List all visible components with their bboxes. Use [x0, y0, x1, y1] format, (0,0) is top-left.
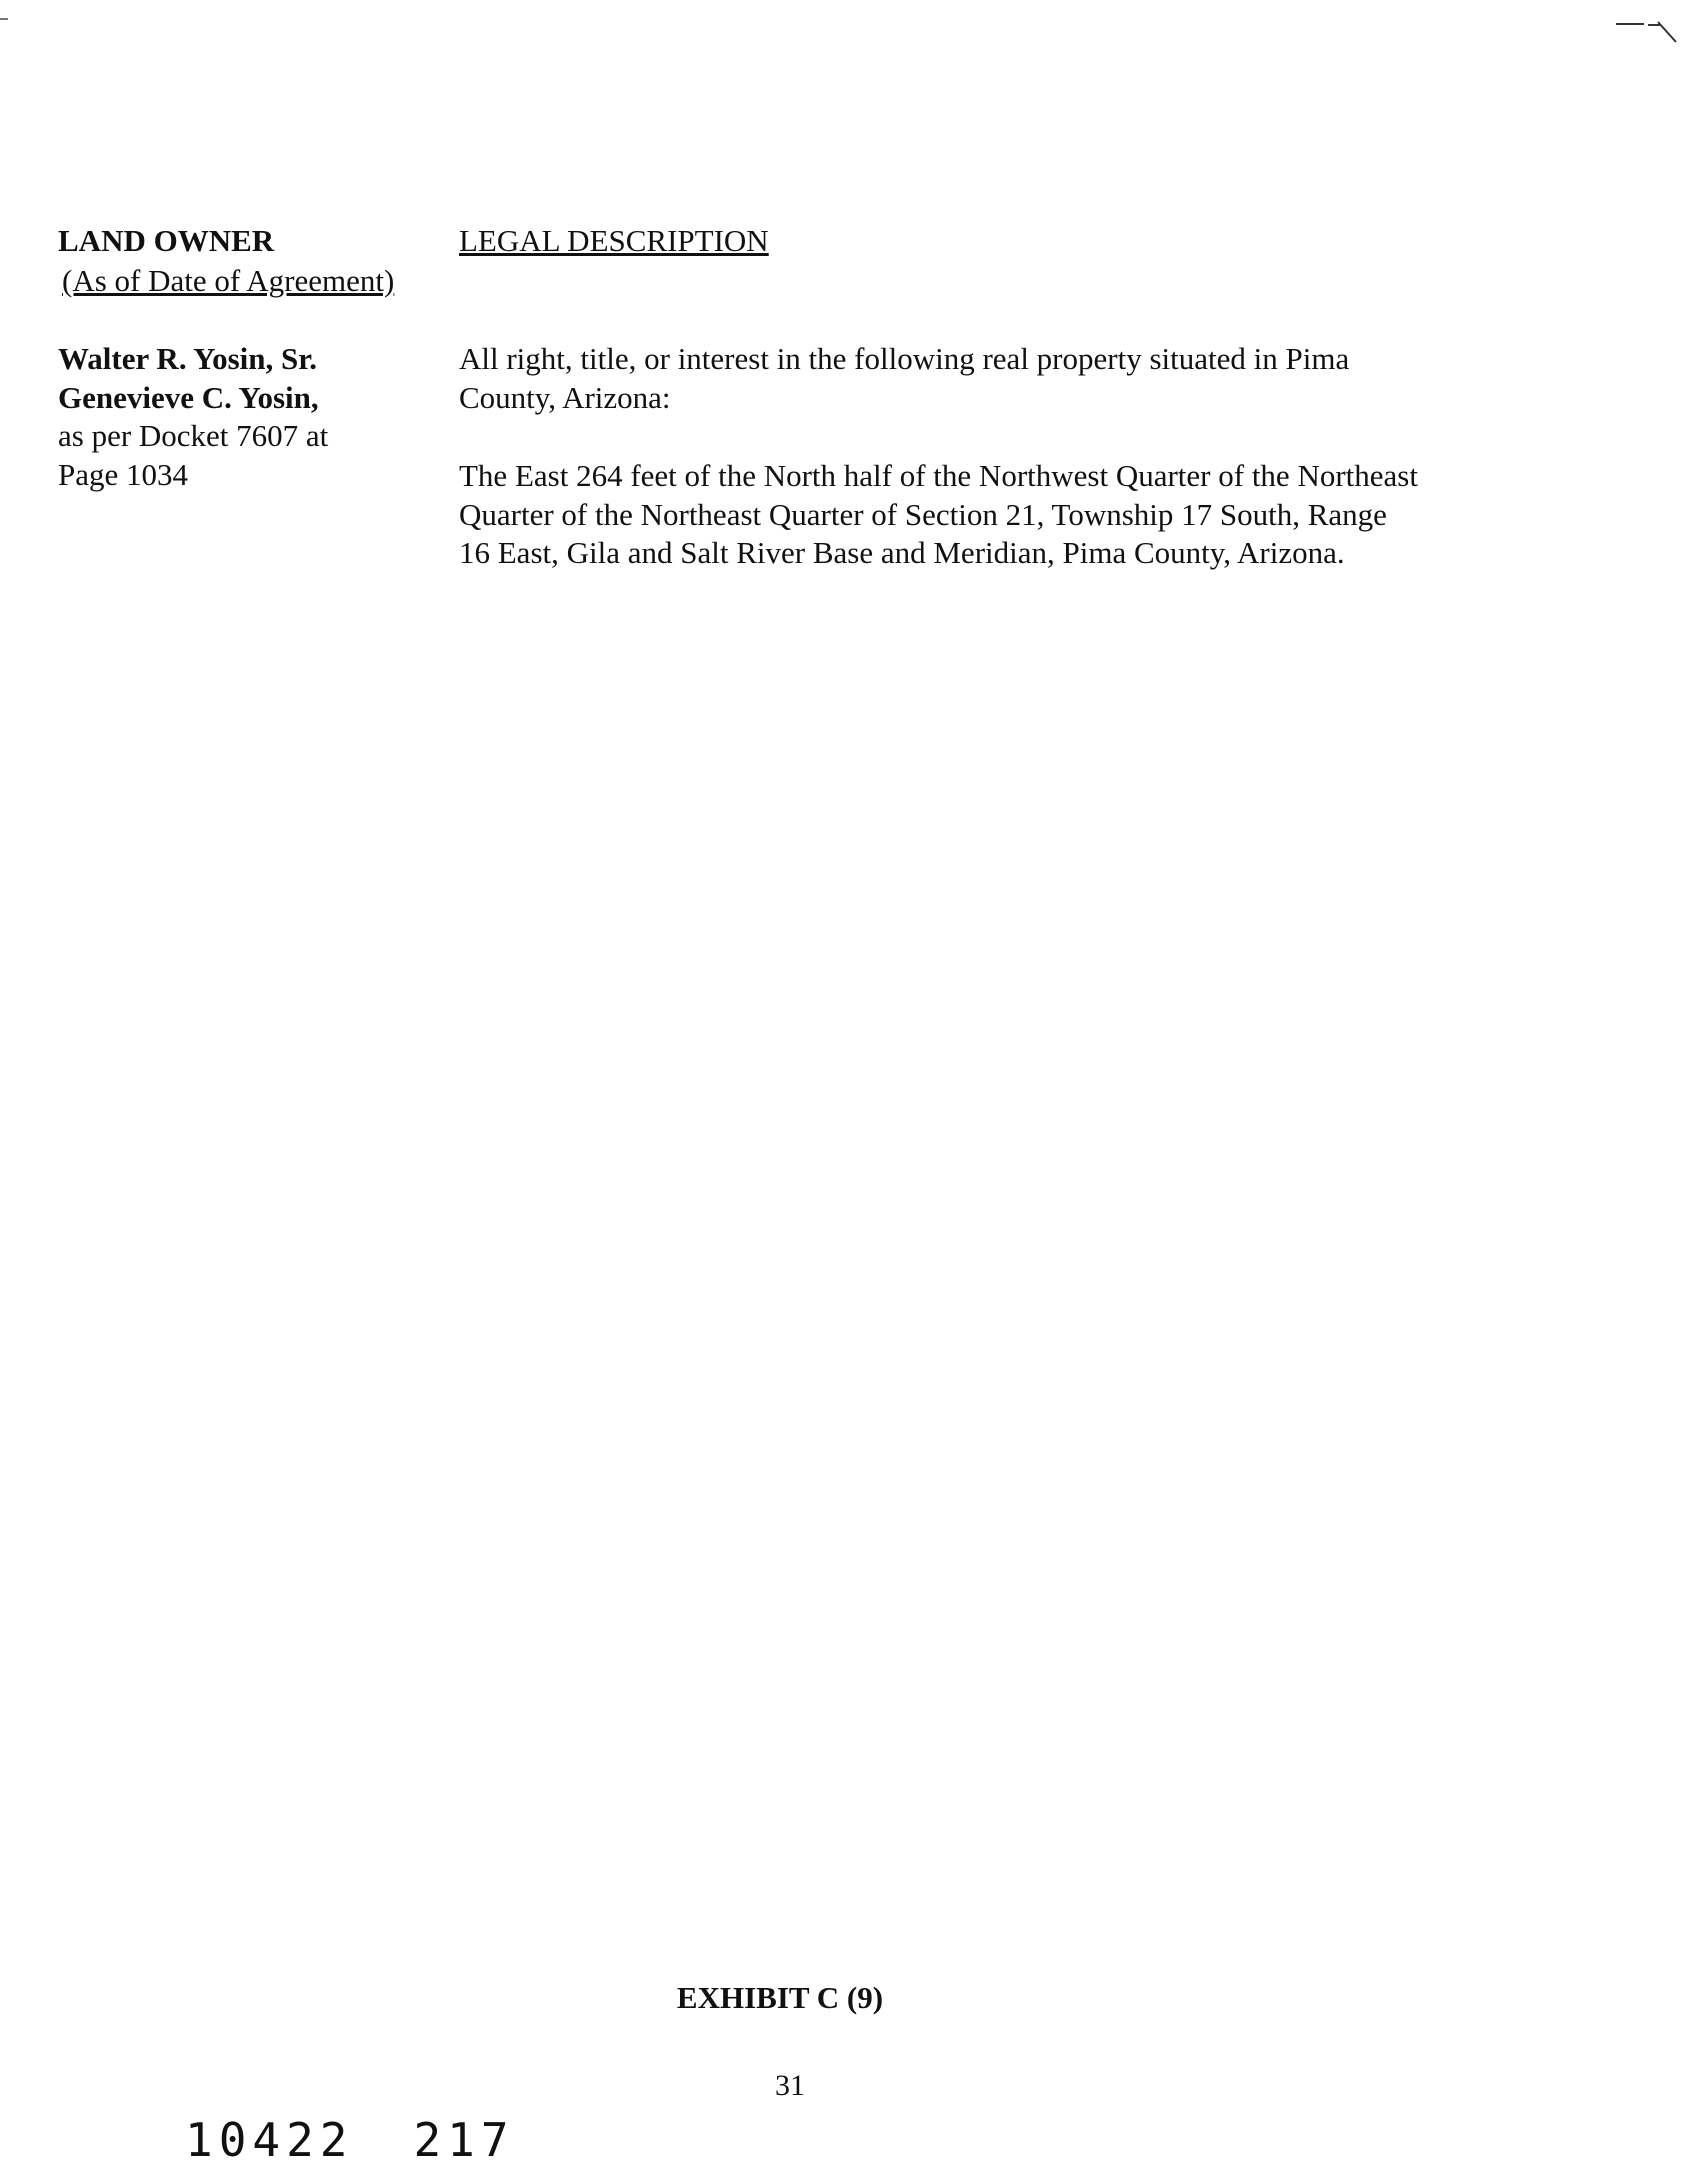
- recording-stamp: [185, 2112, 515, 2168]
- stamp-docket-number: 10422: [185, 2113, 354, 2167]
- legal-paragraph-2-line-2: Quarter of the Northeast Quarter of Section 21, Township 17 South, Range: [459, 496, 1387, 532]
- docket-reference-line-1: as per Docket 7607 at: [58, 418, 329, 453]
- stamp-page-number: 217: [413, 2113, 515, 2167]
- land-owner-heading: LAND OWNER: [58, 223, 275, 258]
- corner-scan-mark: [1614, 16, 1678, 50]
- legal-description-block: [459, 340, 1549, 573]
- docket-reference-line-2: Page 1034: [58, 456, 189, 492]
- legal-paragraph-1-line-1: All right, title, or interest in the following real property situated in Pima: [459, 341, 1350, 376]
- exhibit-label: EXHIBIT C (9): [676, 1980, 884, 2015]
- legal-paragraph-2-line-3: 16 East, Gila and Salt River Base and Meridian, Pima County, Arizona.: [459, 535, 1345, 570]
- owner-name-2: Genevieve C. Yosin,: [58, 379, 319, 415]
- scan-mark: [0, 18, 8, 20]
- land-owner-subheading: (As of Date of Agreement): [62, 263, 395, 298]
- legal-paragraph-1-line-2: County, Arizona:: [459, 379, 671, 415]
- legal-paragraph-2-line-1: The East 264 feet of the North half of the Northwest Quarter of the Northeast: [459, 458, 1418, 493]
- legal-paragraph-1: [459, 340, 1549, 417]
- legal-paragraph-2: [459, 457, 1549, 573]
- page-number: 31: [775, 2069, 805, 2102]
- legal-description-heading: LEGAL DESCRIPTION: [459, 223, 769, 258]
- owner-name-1: Walter R. Yosin, Sr.: [58, 341, 317, 376]
- owner-block: [58, 340, 418, 494]
